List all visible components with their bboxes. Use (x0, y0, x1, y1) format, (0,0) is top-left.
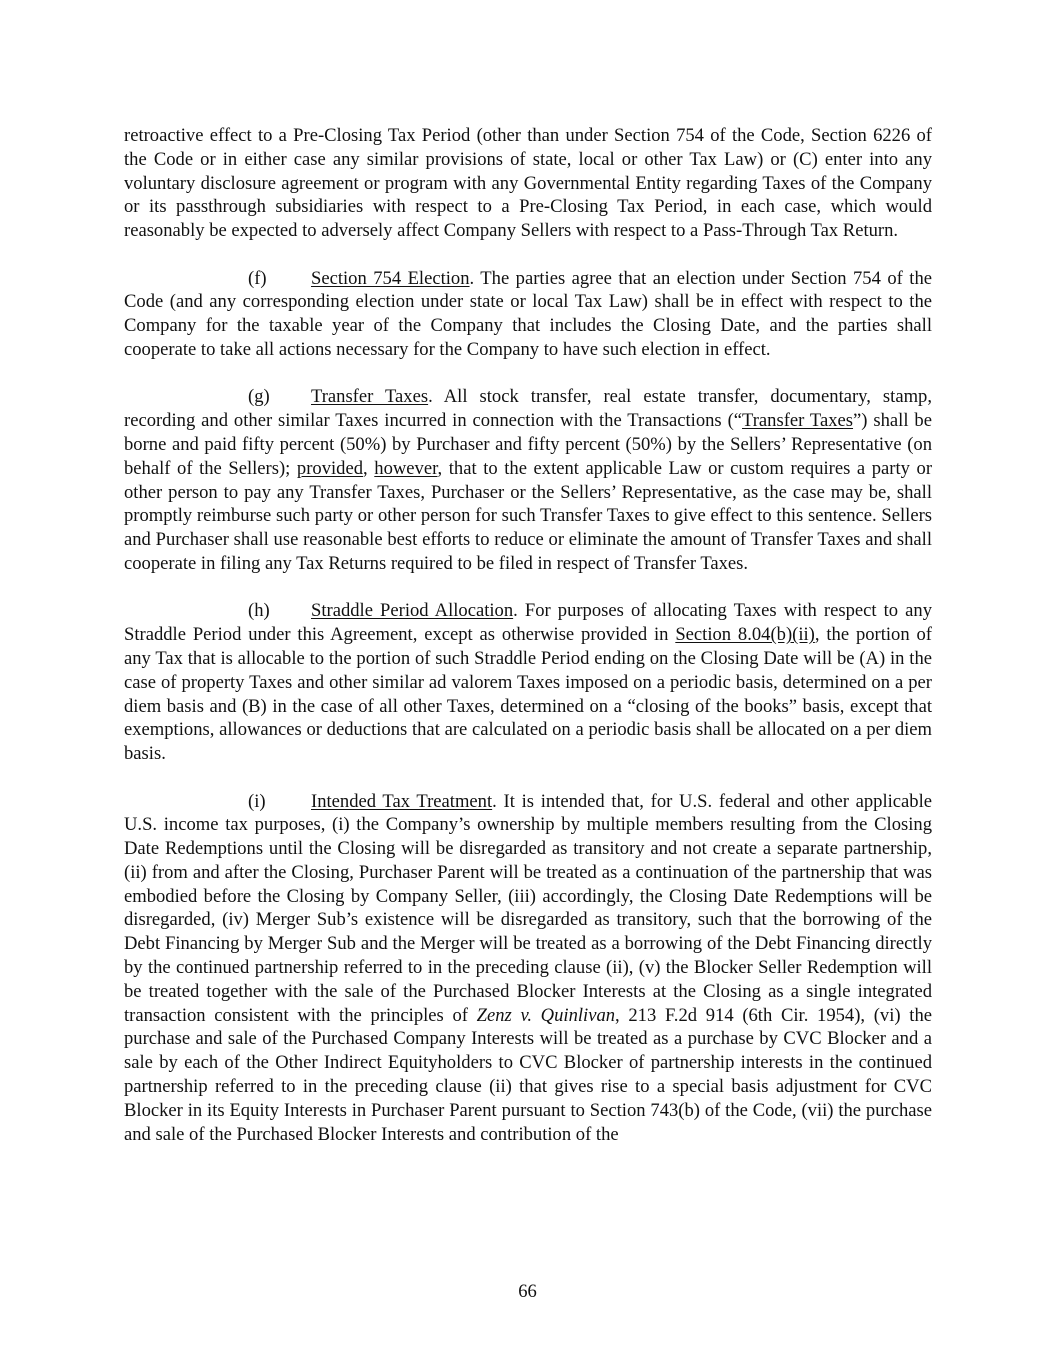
paragraph-g: (g) Transfer Taxes. All stock transfer, real estate transfer, documentary, stamp, recording and other similar Taxes incurred in connection with the Transactions (“Transfer Taxes”) shall be borne and paid fifty percent (50%) by Purchaser and fifty percent (50%) by the Sellers’ Representative (on behalf of the Sellers); provided, however, that to the extent applicable Law or custom requires a party or other person to pay any Transfer Taxes, Purchaser or the Sellers’ Representative, as the case may be, shall promptly reimburse such party or other person for such Transfer Taxes to give effect to this sentence. Sellers and Purchaser shall use reasonable best efforts to reduce or eliminate the amount of Transfer Taxes and shall cooperate in filing any Tax Returns required to be filed in respect of Transfer Taxes. (124, 386, 933, 574)
paragraph-f: (f) Section 754 Election. The parties agree that an election under Section 754 of the Code (and any corresponding election under state or local Tax Law) shall be in effect with respect to the Company for the taxable year of the Company that includes the Closing Date, and the parties shall cooperate to take all actions necessary for the Company to have such election in effect. (124, 267, 932, 360)
paragraph-h: (h) Straddle Period Allocation. For purposes of allocating Taxes with respect to any Straddle Period under this Agreement, except as otherwise provided in Section 8.04(b)(ii), the portion of any Tax that is allocable to the portion of such Straddle Period ending on the Closing Date will be (A) in the case of property Taxes and other similar ad valorem Taxes imposed on a periodic basis, determined on a per diem basis and (B) in the case of all other Taxes, determined on a “closing of the books” basis, except that exemptions, allowances or deductions that are calculated on a periodic basis shall be allocated on a per diem basis. (124, 600, 932, 765)
paragraph-i: (i) Intended Tax Treatment. It is intended that, for U.S. federal and other applicable U.S. income tax purposes, (i) the Company’s ownership by multiple members resulting from the Closing Date Redemptions until the Closing will be disregarded as transitory and not create a separate partnership, (ii) from and after the Closing, Purchaser Parent will be treated as a continuation of the partnership that was embodied before the Closing by Company Seller, (iii) accordingly, the Closing Date Redemptions will be disregarded, (iv) Merger Sub’s existence will be disregarded as transitory, such that the borrowing of the Debt Financing by Merger Sub and the Merger will be treated as a borrowing of the Debt Financing directly by the continued partnership referred to in the preceding clause (ii), (v) the Blocker Seller Redemption will be treated together with the sale of the Purchased Blocker Interests at the Closing as a single integrated transaction consistent with the principles of Zenz v. Quinlivan, 213 F.2d 914 (6th Cir. 1954), (vi) the purchase and sale of the Purchased Company Interests will be treated as a purchase by CVC Blocker and a sale by each of the Other Indirect Equityholders to CVC Blocker of partnership interests in the continued partnership referred to in the preceding clause (ii) that gives rise to a special basis adjustment for CVC Blocker in its Equity Interests in Purchaser Parent pursuant to Section 743(b) of the Code, (vii) the purchase and sale of the Purchased Blocker Interests and contribution of the (124, 790, 933, 1145)
paragraph-e-continuation: retroactive effect to a Pre-Closing Tax Period (other than under Section 754 of the Code, Section 6226 of the Code or in either case any similar provisions of state, local or other Tax Law) or (C) enter into any voluntary disclosure agreement or program with any Governmental Entity regarding Taxes of the Company or its passthrough subsidiaries with respect to a Pre-Closing Tax Period, in each case, which would reasonably be expected to adversely affect Company Sellers with respect to a Pass-Through Tax Return. (124, 125, 932, 242)
document-page (124, 124, 932, 1170)
case-citation: Zenz v. Quinlivan (476, 1004, 616, 1026)
section-marker: (h) (248, 600, 270, 622)
section-marker: (f) (248, 267, 267, 289)
section-reference: Section 8.04(b)(ii) (675, 624, 815, 646)
section-heading: Transfer Taxes (311, 386, 429, 408)
page-number: 66 (518, 1281, 537, 1302)
proviso-term: provided (296, 457, 364, 479)
section-heading: Section 754 Election (311, 267, 470, 289)
section-heading: Straddle Period Allocation (311, 600, 514, 622)
defined-term: Transfer Taxes (742, 410, 854, 432)
section-marker: (i) (248, 790, 266, 812)
section-marker: (g) (248, 386, 270, 408)
proviso-term: however (374, 457, 438, 479)
section-heading: Intended Tax Treatment (311, 790, 493, 812)
